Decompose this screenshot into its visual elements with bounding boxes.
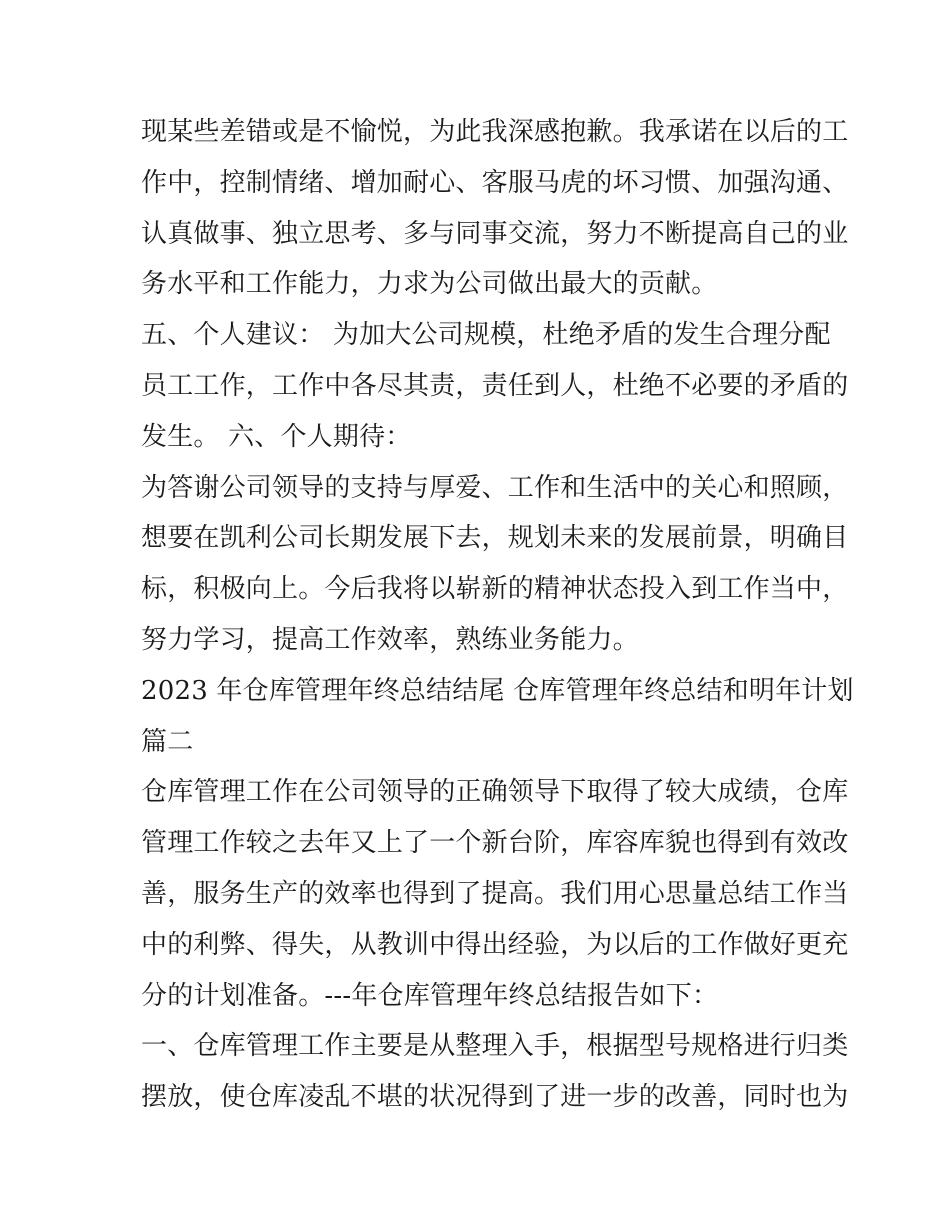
text-line: 善，服务生产的效率也得到了提高。我们用心思量总结工作当 bbox=[141, 878, 849, 909]
text-line: 摆放，使仓库凌乱不堪的状况得到了进一步的改善，同时也为 bbox=[141, 1082, 849, 1113]
text-line: 想要在凯利公司长期发展下去，规划未来的发展前景，明确目 bbox=[141, 523, 849, 554]
text-line: 2023 年仓库管理年终总结结尾 仓库管理年终总结和明年计划 bbox=[141, 675, 854, 706]
text-line: 为答谢公司领导的支持与厚爱、工作和生活中的关心和照顾， bbox=[141, 472, 849, 503]
text-line: 标，积极向上。今后我将以崭新的精神状态投入到工作当中， bbox=[141, 574, 849, 605]
text-line: 努力学习，提高工作效率，熟练业务能力。 bbox=[141, 624, 639, 655]
text-line: 一、仓库管理工作主要是从整理入手，根据型号规格进行归类 bbox=[141, 1031, 849, 1062]
text-line: 发生。 六、个人期待： bbox=[141, 421, 412, 452]
text-line: 分的计划准备。---年仓库管理年终总结报告如下： bbox=[141, 980, 719, 1011]
text-line: 管理工作较之去年又上了一个新台阶，库容库貌也得到有效改 bbox=[141, 828, 849, 859]
text-line: 作中，控制情绪、增加耐心、客服马虎的坏习惯、加强沟通、 bbox=[141, 167, 849, 198]
text-line: 篇二 bbox=[141, 726, 194, 757]
text-line: 五、个人建议： 为加大公司规模，杜绝矛盾的发生合理分配 bbox=[141, 320, 831, 351]
text-line: 现某些差错或是不愉悦，为此我深感抱歉。我承诺在以后的工 bbox=[141, 117, 849, 147]
document-body bbox=[141, 107, 854, 1123]
text-line: 仓库管理工作在公司领导的正确领导下取得了较大成绩，仓库 bbox=[141, 777, 849, 808]
text-line: 务水平和工作能力，力求为公司做出最大的贡献。 bbox=[141, 269, 718, 300]
text-line: 认真做事、独立思考、多与同事交流，努力不断提高自己的业 bbox=[141, 218, 849, 249]
text-line: 员工工作，工作中各尽其责，责任到人，杜绝不必要的矛盾的 bbox=[141, 370, 849, 401]
text-line: 中的利弊、得失，从教训中得出经验，为以后的工作做好更充 bbox=[141, 929, 849, 960]
